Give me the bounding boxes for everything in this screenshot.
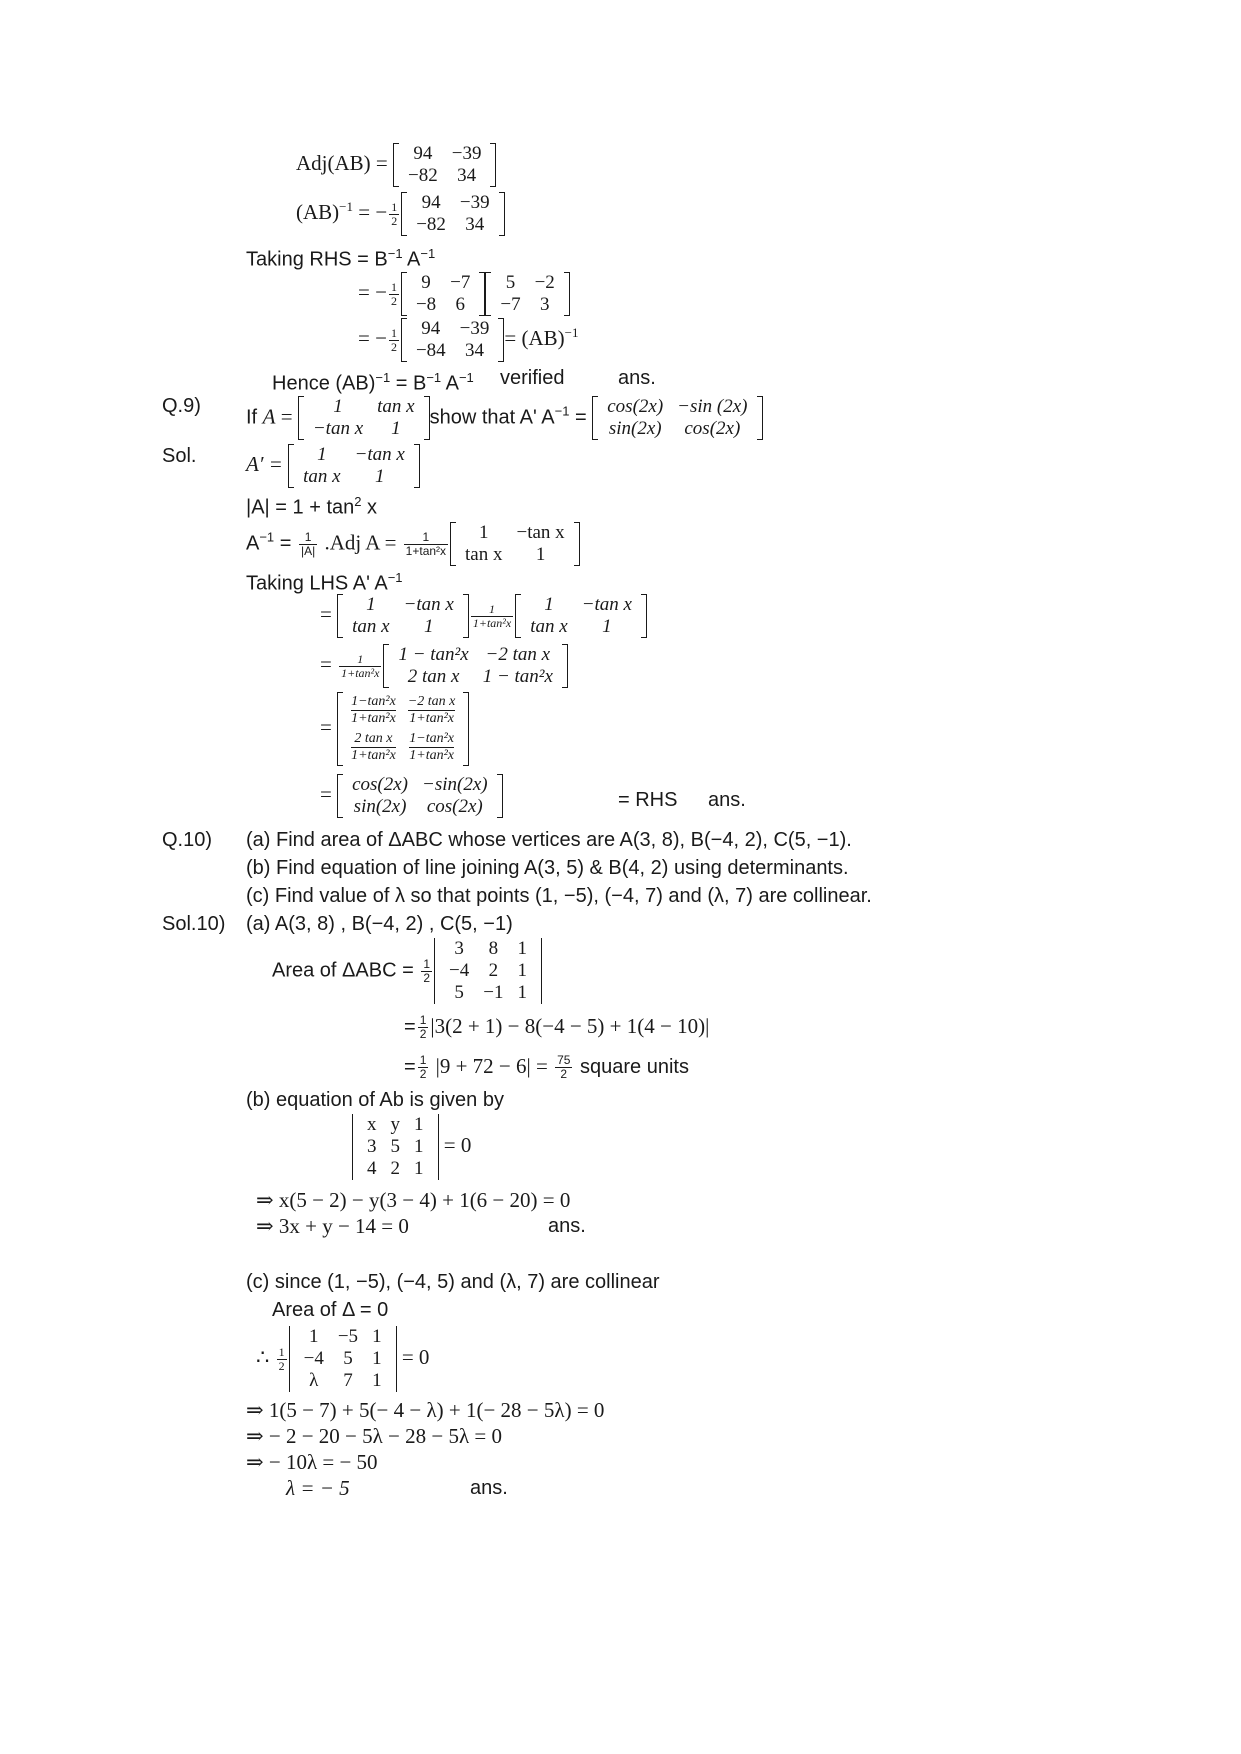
matrix-row — [306, 418, 422, 440]
area-step2-line — [404, 1054, 689, 1081]
matrix-cell: 34 — [465, 214, 485, 235]
lhs-step2-matrix — [383, 644, 567, 688]
matrix-cell: −2 tan x — [485, 644, 551, 665]
matrix-cell: −39 — [459, 192, 490, 213]
rhs-step2-tail-sup: −1 — [564, 324, 579, 340]
area-units: square units — [574, 1056, 689, 1078]
b-det-line — [352, 1114, 471, 1180]
matrix-cell: 1 — [372, 1326, 382, 1347]
matrix-cell: 1 — [414, 1114, 424, 1135]
cell-den: 1+tan²x — [409, 711, 454, 726]
frac-num: 1 — [419, 1013, 427, 1028]
matrix-table — [345, 594, 461, 638]
matrix-cell: −sin(2x) — [422, 774, 488, 795]
matrix-row — [296, 444, 412, 466]
lhs-step4-ans: ans. — [708, 789, 746, 811]
hence-s2: −1 — [426, 370, 442, 385]
q9-result-matrix — [592, 396, 762, 440]
q9-show-sup: −1 — [554, 403, 570, 419]
matrix-row — [391, 644, 559, 666]
matrix-cell: 1 — [317, 444, 327, 465]
l3-cell — [345, 692, 402, 729]
cell-num: 1−tan²x — [351, 694, 396, 709]
rhs-step1-frac — [389, 281, 399, 308]
area-line — [272, 938, 542, 1004]
area-label: Area of ΔABC = — [272, 959, 420, 982]
hence-s3: −1 — [458, 370, 474, 385]
taking-rhs-line — [246, 242, 435, 272]
c-line2: ⇒ − 2 − 20 − 5λ − 28 − 5λ = 0 — [246, 1424, 503, 1448]
l3-cell — [345, 729, 402, 766]
matrix-cell: 5 — [454, 982, 464, 1003]
frac-den: |A| — [300, 543, 316, 558]
frac-den: 2 — [560, 1067, 568, 1082]
l3-cell — [402, 692, 462, 729]
det-a-text: |A| = 1 + tan — [246, 496, 355, 519]
matrix-row — [297, 1370, 389, 1392]
matrix-table — [409, 192, 496, 236]
matrix-cell: 2 — [390, 1158, 400, 1179]
area-step2-frac — [418, 1054, 429, 1081]
matrix-row — [409, 192, 496, 214]
rhs-step2-eq: = − — [358, 325, 387, 350]
q9-if: If — [246, 406, 263, 429]
matrix-table — [409, 318, 496, 362]
area-step2-expr: |9 + 72 − 6| = — [430, 1054, 554, 1078]
matrix-cell: −tan x — [403, 594, 454, 615]
matrix-row — [391, 666, 559, 688]
matrix-cell: 1 — [391, 418, 401, 439]
adj-ab-matrix — [393, 143, 496, 187]
matrix-cell: −sin (2x) — [677, 396, 748, 417]
rhs-step2-tail: = (AB) — [504, 325, 565, 350]
taking-lhs-line — [246, 566, 403, 596]
matrix-row — [345, 796, 495, 818]
c-ans: ans. — [470, 1477, 508, 1499]
matrix-row — [401, 165, 488, 187]
lhs-step3-line — [320, 692, 469, 766]
matrix-row — [458, 544, 572, 566]
matrix-row — [296, 466, 412, 488]
aprime-line — [246, 444, 420, 488]
ainv-lhs: A — [246, 532, 260, 555]
frac-num: 1 — [278, 1344, 285, 1359]
b-line2: ⇒ 3x + y − 14 = 0 — [256, 1214, 409, 1238]
matrix-cell: cos(2x) — [607, 396, 664, 417]
frac-den: 1+tan²x — [341, 665, 380, 680]
matrix-table — [523, 594, 639, 638]
hence-t3: A — [441, 372, 459, 395]
rhs-step1-matrix2 — [485, 272, 569, 316]
lhs-step2-frac — [339, 653, 381, 680]
matrix-row — [409, 214, 496, 236]
lhs-step4-rhs: = RHS — [618, 789, 678, 811]
area-determinant — [434, 938, 542, 1004]
ainv-adj: .Adj A = — [319, 530, 402, 555]
taking-lhs-sup: −1 — [387, 570, 403, 585]
taking-rhs-sup2: −1 — [420, 246, 436, 261]
frac-den: 2 — [390, 339, 397, 354]
matrix-cell: 94 — [421, 192, 441, 213]
matrix-cell: 1 — [374, 466, 385, 487]
aprime-label: A′ = — [246, 451, 289, 476]
matrix-row — [409, 294, 477, 316]
cell-den: 1+tan²x — [409, 748, 454, 763]
matrix-row — [442, 960, 534, 982]
area-step1-frac — [418, 1014, 429, 1041]
matrix-cell: cos(2x) — [352, 774, 409, 795]
sol10-c-intro: (c) since (1, −5), (−4, 5) and (λ, 7) are collinear — [246, 1271, 660, 1293]
matrix-row — [409, 318, 496, 340]
matrix-cell: sin(2x) — [608, 418, 662, 439]
matrix-table — [297, 1326, 389, 1392]
matrix-cell: 1 — [517, 960, 527, 981]
matrix-cell: 5 — [390, 1136, 400, 1157]
hence-line — [272, 366, 474, 396]
matrix-cell: −tan x — [516, 522, 565, 543]
hence-verified: verified — [500, 367, 565, 389]
adj-ab-line — [296, 143, 496, 187]
sol10-b-intro: (b) equation of Ab is given by — [246, 1089, 504, 1111]
lhs-step3-eq: = — [320, 714, 332, 739]
frac-num: 1 — [391, 199, 398, 214]
lhs-step4-matrix — [337, 774, 503, 818]
lhs-step4-line — [320, 774, 503, 818]
area-step1-eq: = — [404, 1016, 416, 1038]
matrix-cell: 94 — [421, 318, 441, 339]
ab-inverse-matrix — [401, 192, 504, 236]
matrix-row — [360, 1158, 431, 1180]
rhs-step2-line — [358, 318, 578, 362]
area-step1-expr: |3(2 + 1) − 8(−4 − 5) + 1(4 − 10)| — [430, 1014, 710, 1038]
cell-num: −2 tan x — [407, 694, 456, 709]
ab-inverse-line — [296, 192, 505, 236]
q9-a-var: A — [262, 404, 276, 429]
frac-num: 1 — [404, 531, 448, 545]
matrix-table — [306, 396, 422, 440]
q10-label: Q.10) — [162, 829, 213, 851]
matrix-cell: 3 — [367, 1136, 377, 1157]
matrix-cell: 1 — [372, 1370, 382, 1391]
taking-rhs-sup1: −1 — [387, 246, 403, 261]
cell-den: 1+tan²x — [351, 711, 396, 726]
frac-num: 1 — [390, 325, 397, 340]
area-frac — [421, 958, 432, 985]
matrix-cell: 1 − tan²x — [482, 666, 553, 687]
frac-num: 1 — [419, 1053, 427, 1068]
matrix-cell: 3 — [454, 938, 464, 959]
q9-label: Q.9) — [162, 395, 201, 417]
matrix-cell: 1 — [544, 594, 554, 615]
rhs-step2-matrix — [401, 318, 504, 362]
matrix-row — [600, 418, 754, 440]
b-line1: ⇒ x(5 − 2) − y(3 − 4) + 1(6 − 20) = 0 — [256, 1188, 571, 1212]
matrix-cell: 34 — [457, 165, 477, 186]
matrix-table — [442, 938, 534, 1004]
matrix-row — [409, 340, 496, 362]
matrix-cell: 1 — [517, 982, 527, 1003]
frac-den: 2 — [419, 1027, 427, 1042]
c-line4: λ = − 5 — [286, 1476, 350, 1500]
hence-t2: = B — [390, 372, 427, 395]
matrix-cell: tan x — [352, 616, 390, 637]
lhs-step1-eq: = — [320, 601, 332, 626]
frac-num: 75 — [557, 1053, 571, 1068]
matrix-row — [360, 1114, 431, 1136]
matrix-table — [391, 644, 559, 688]
matrix-cell: 1 — [479, 522, 489, 543]
area-step1-line — [404, 1014, 709, 1041]
frac-den: 2 — [390, 293, 397, 308]
matrix-cell: −7 — [450, 272, 471, 293]
matrix-cell: 1 — [414, 1158, 424, 1179]
matrix-cell: −2 — [534, 272, 555, 293]
frac-den: 2 — [391, 213, 398, 228]
frac-num: 1 — [299, 531, 317, 545]
cell-den: 1+tan²x — [351, 748, 396, 763]
c-frac — [277, 1346, 287, 1373]
sol10-a-points: (a) A(3, 8) , B(−4, 2) , C(5, −1) — [246, 913, 513, 935]
matrix-row — [409, 272, 477, 294]
lhs-step1-line — [320, 594, 647, 638]
matrix-table — [360, 1114, 431, 1180]
matrix-cell: tan x — [465, 544, 503, 565]
matrix-cell: −82 — [416, 214, 446, 235]
b-det-eq: = 0 — [438, 1132, 472, 1157]
matrix-cell: −8 — [415, 294, 437, 315]
matrix-row — [297, 1348, 389, 1370]
matrix-cell: 9 — [421, 272, 431, 293]
aprime-matrix — [288, 444, 420, 488]
matrix-row — [493, 272, 561, 294]
matrix-cell: 1 — [517, 938, 527, 959]
q9-matrix-a — [298, 396, 430, 440]
lhs-step1-frac — [471, 603, 513, 630]
matrix-cell: 1 — [423, 616, 434, 637]
matrix-cell: −tan x — [581, 594, 632, 615]
ab-inverse-label: (AB) — [296, 199, 340, 224]
matrix-table — [409, 272, 477, 316]
matrix-cell: 7 — [343, 1370, 353, 1391]
b-determinant — [352, 1114, 439, 1180]
matrix-cell: −84 — [415, 340, 446, 361]
matrix-table — [493, 272, 561, 316]
matrix-row — [297, 1326, 389, 1348]
matrix-cell: sin(2x) — [353, 796, 407, 817]
matrix-table — [458, 522, 572, 566]
matrix-cell: cos(2x) — [426, 796, 483, 817]
ainv-line — [246, 522, 580, 566]
matrix-cell: y — [390, 1114, 400, 1135]
matrix-table — [600, 396, 754, 440]
matrix-table — [345, 774, 495, 818]
matrix-cell: −tan x — [354, 444, 405, 465]
matrix-cell: 2 — [488, 960, 499, 981]
sol9-label: Sol. — [162, 445, 197, 467]
frac-num: 1 — [339, 653, 381, 667]
matrix-cell: 1 — [535, 544, 546, 565]
matrix-cell: −tan x — [312, 418, 364, 439]
ainv-sup: −1 — [259, 529, 275, 545]
ainv-eq: = — [274, 532, 297, 555]
cell-num: 1−tan²x — [409, 731, 454, 746]
adj-ab-label: Adj(AB) = — [296, 150, 394, 175]
lhs-step4-eq: = — [320, 781, 332, 806]
hence-ans: ans. — [618, 367, 656, 389]
c-line1: ⇒ 1(5 − 7) + 5(− 4 − λ) + 1(− 28 − 5λ) = 0 — [246, 1398, 605, 1422]
det-a-line — [246, 490, 377, 520]
matrix-cell: tan x — [530, 616, 568, 637]
ainv-matrix — [450, 522, 580, 566]
frac-num: 1 — [471, 603, 513, 617]
ainv-adj-frac — [404, 531, 448, 558]
area-step2-eq: = — [404, 1056, 416, 1078]
q9-line — [246, 396, 763, 440]
matrix-cell: cos(2x) — [684, 418, 741, 439]
matrix-row — [493, 294, 561, 316]
ainv-frac — [299, 531, 317, 558]
frac-num: 1 — [390, 279, 397, 294]
lhs-step2-line — [320, 644, 568, 688]
matrix-cell: 3 — [539, 294, 550, 315]
frac-den: 2 — [419, 1067, 427, 1082]
rhs-step2-frac — [389, 327, 399, 354]
rhs-step1-matrix1 — [401, 272, 485, 316]
matrix-table — [401, 143, 488, 187]
matrix-row — [345, 594, 461, 616]
matrix-cell: 1 − tan²x — [398, 644, 469, 665]
matrix-cell: 1 — [372, 1348, 382, 1369]
matrix-row — [523, 594, 639, 616]
matrix-cell: x — [367, 1114, 377, 1135]
matrix-cell: −39 — [459, 318, 490, 339]
taking-rhs-mid: A — [402, 248, 421, 271]
frac-den: 1+tan²x — [472, 615, 512, 630]
ab-inverse-sup: −1 — [339, 198, 354, 214]
c-det-line — [256, 1326, 429, 1392]
matrix-row — [600, 396, 754, 418]
matrix-row — [345, 774, 495, 796]
matrix-cell: 1 — [602, 616, 612, 637]
q9-show: show that A' A — [429, 406, 555, 429]
lhs-step3-table — [345, 692, 461, 766]
b-ans: ans. — [548, 1215, 586, 1237]
frac-den: 1+tan²x — [405, 543, 447, 558]
matrix-row — [442, 938, 534, 960]
matrix-cell: tan x — [377, 396, 415, 417]
ab-inverse-eq: = − — [353, 199, 388, 224]
matrix-cell: −5 — [337, 1326, 359, 1347]
lhs-step1-matrix2 — [515, 594, 647, 638]
cell-num: 2 tan x — [351, 731, 396, 748]
matrix-cell: −39 — [451, 143, 482, 164]
frac-den: 2 — [278, 1358, 285, 1373]
hence-s1: −1 — [375, 370, 391, 385]
rhs-step1-line — [358, 272, 570, 316]
sol10-label: Sol.10) — [162, 913, 226, 935]
matrix-cell: tan x — [303, 466, 341, 487]
matrix-cell: 8 — [488, 938, 499, 959]
area-result-frac — [555, 1054, 572, 1081]
matrix-table — [296, 444, 412, 488]
q10-part-c: (c) Find value of λ so that points (1, −5), (−4, 7) and (λ, 7) are collinear. — [246, 885, 872, 907]
matrix-cell: −4 — [303, 1348, 324, 1369]
matrix-cell: 4 — [367, 1158, 377, 1179]
matrix-row — [345, 616, 461, 638]
matrix-cell: 6 — [455, 294, 466, 315]
q9-eq: = — [275, 404, 298, 429]
taking-rhs-text: Taking RHS = B — [246, 248, 388, 271]
matrix-row — [360, 1136, 431, 1158]
matrix-cell: −7 — [500, 294, 521, 315]
ab-inverse-frac — [389, 201, 399, 228]
q10-part-a: (a) Find area of ΔABC whose vertices are A(3, 8), B(−4, 2), C(5, −1). — [246, 829, 852, 851]
matrix-cell: 5 — [505, 272, 516, 293]
c-line3: ⇒ − 10λ = − 50 — [246, 1450, 378, 1474]
matrix-cell: 1 — [366, 594, 376, 615]
matrix-row — [306, 396, 422, 418]
matrix-cell: 1 — [308, 1326, 319, 1347]
det-a-x: x — [361, 496, 378, 519]
matrix-row — [523, 616, 639, 638]
rhs-step1-eq: = − — [358, 279, 387, 304]
matrix-cell: 94 — [413, 143, 433, 164]
lhs-step1-matrix1 — [337, 594, 469, 638]
q9-show-eq: = — [569, 406, 593, 429]
det-a-sup: 2 — [354, 494, 362, 509]
c-det-eq: = 0 — [396, 1344, 430, 1369]
c-determinant — [289, 1326, 397, 1392]
frac-den: 2 — [423, 970, 431, 985]
matrix-row — [458, 522, 572, 544]
matrix-cell: −1 — [483, 982, 504, 1003]
taking-lhs-text: Taking LHS A' A — [246, 572, 388, 595]
matrix-cell: λ — [309, 1370, 319, 1391]
matrix-cell: −82 — [408, 165, 438, 186]
hence-t1: Hence (AB) — [272, 372, 376, 395]
frac-num: 1 — [423, 956, 431, 971]
matrix-cell: 5 — [343, 1348, 353, 1369]
lhs-step3-matrix — [337, 692, 469, 766]
lhs-step2-eq: = — [320, 651, 332, 676]
matrix-cell: 2 tan x — [407, 666, 460, 687]
l3-cell — [402, 729, 462, 766]
c-area: Area of Δ = 0 — [272, 1299, 389, 1321]
matrix-cell: −4 — [449, 960, 470, 981]
matrix-cell: 1 — [333, 396, 343, 417]
therefore-symbol: ∴ — [256, 1344, 275, 1369]
matrix-row — [442, 982, 534, 1004]
matrix-cell: 34 — [465, 340, 485, 361]
q10-part-b: (b) Find equation of line joining A(3, 5) & B(4, 2) using determinants. — [246, 857, 849, 879]
matrix-cell: 1 — [414, 1136, 424, 1157]
matrix-row — [401, 143, 488, 165]
